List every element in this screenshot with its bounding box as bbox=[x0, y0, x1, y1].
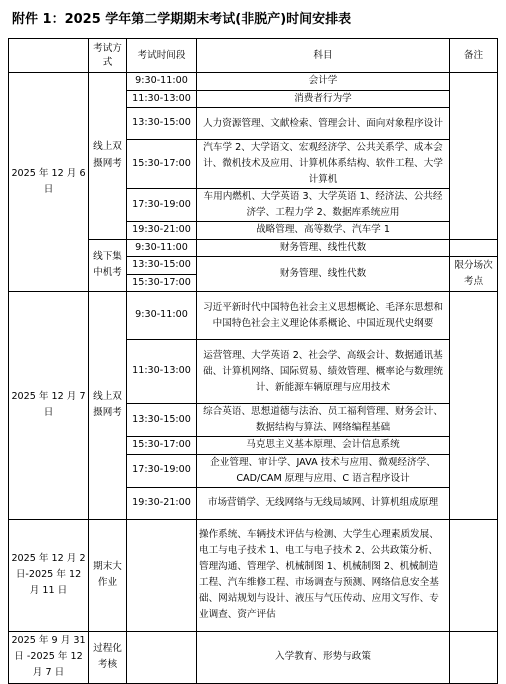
mode-cell: 期末大作业 bbox=[89, 519, 127, 631]
mode-cell: 过程化考核 bbox=[89, 631, 127, 683]
subject-cell: 战略管理、高等数学、汽车学 1 bbox=[197, 222, 450, 240]
subject-cell: 消费者行为学 bbox=[197, 90, 450, 108]
note-cell bbox=[450, 239, 498, 257]
subject-cell: 财务管理、线性代数 bbox=[197, 257, 450, 292]
subject-cell: 会计学 bbox=[197, 73, 450, 91]
note-cell: 限分场次考点 bbox=[450, 257, 498, 292]
header-time: 考试时间段 bbox=[127, 39, 197, 73]
subject-cell: 入学教育、形势与政策 bbox=[197, 631, 450, 683]
time-cell bbox=[127, 631, 197, 683]
subject-cell: 人力资源管理、文献检索、管理会计、面向对象程序设计 bbox=[197, 108, 450, 140]
date-cell: 2025 年 12 月 6 日 bbox=[9, 73, 89, 292]
time-cell: 13:30-15:00 bbox=[127, 108, 197, 140]
table-row bbox=[9, 292, 498, 340]
time-cell: 15:30-17:00 bbox=[127, 437, 197, 455]
exam-schedule-table bbox=[8, 38, 498, 684]
date-cell: 2025 年 9 月 31 日 -2025 年 12 月 7 日 bbox=[9, 631, 89, 683]
time-cell: 13:30-15:00 bbox=[127, 257, 197, 275]
header-date bbox=[9, 39, 89, 73]
time-cell: 19:30-21:00 bbox=[127, 487, 197, 519]
subject-cell: 综合英语、思想道德与法治、员工福利管理、财务会计、数据结构与算法、网络编程基础 bbox=[197, 404, 450, 437]
time-cell: 11:30-13:00 bbox=[127, 90, 197, 108]
mode-cell: 线上双摄网考 bbox=[89, 292, 127, 520]
subject-cell: 汽车学 2、大学语文、宏观经济学、公共关系学、成本会计、微机技术及应用、计算机体系结构、软件工程、大学计算机 bbox=[197, 140, 450, 189]
note-cell bbox=[450, 519, 498, 631]
time-cell: 9:30-11:00 bbox=[127, 292, 197, 340]
time-cell: 9:30-11:00 bbox=[127, 73, 197, 91]
mode-cell: 线下集中机考 bbox=[89, 239, 127, 292]
time-cell: 15:30-17:00 bbox=[127, 274, 197, 292]
note-cell bbox=[450, 292, 498, 520]
note-cell bbox=[450, 73, 498, 240]
table-row bbox=[9, 519, 498, 631]
document-title: 附件 1：2025 学年第二学期期末考试(非脱产)时间安排表 bbox=[12, 12, 352, 27]
subject-cell: 习近平新时代中国特色社会主义思想概论、毛泽东思想和中国特色社会主义理论体系概论、中国近现代史纲要 bbox=[197, 292, 450, 340]
time-cell: 15:30-17:00 bbox=[127, 140, 197, 189]
header-mode: 考试方式 bbox=[89, 39, 127, 73]
time-cell: 11:30-13:00 bbox=[127, 340, 197, 404]
subject-cell: 企业管理、审计学、JAVA 技术与应用、微观经济学、CAD/CAM 原理与应用、C 语言程序设计 bbox=[197, 454, 450, 487]
time-cell: 13:30-15:00 bbox=[127, 404, 197, 437]
date-cell: 2025 年 12 月 2 日-2025 年 12 月 11 日 bbox=[9, 519, 89, 631]
time-cell: 17:30-19:00 bbox=[127, 189, 197, 222]
table-row bbox=[9, 631, 498, 683]
time-cell: 19:30-21:00 bbox=[127, 222, 197, 240]
date-cell: 2025 年 12 月 7 日 bbox=[9, 292, 89, 520]
subject-cell: 操作系统、车辆技术评估与检测、大学生心理素质发展、电工与电子技术 1、电工与电子技术 2、公共政策分析、管理沟通、管理学、机械制图 1、机械制图 2、机械制造工程、汽车维修工程、市场调查与预测、网络信息安全基础、网站规划与设计、液压与气压传动、应用文写作、专业调查、资产评估 bbox=[197, 519, 450, 631]
subject-cell: 车用内燃机、大学英语 3、大学英语 1、经济法、公共经济学、工程力学 2、数据库系统应用 bbox=[197, 189, 450, 222]
header-subject: 科目 bbox=[197, 39, 450, 73]
subject-cell: 运营管理、大学英语 2、社会学、高级会计、数据通讯基础、计算机网络、国际贸易、绩效管理、概率论与数理统计、新能源车辆原理与应用技术 bbox=[197, 340, 450, 404]
header-note: 备注 bbox=[450, 39, 498, 73]
note-cell bbox=[450, 631, 498, 683]
mode-cell: 线上双摄网考 bbox=[89, 73, 127, 240]
time-cell: 9:30-11:00 bbox=[127, 239, 197, 257]
subject-cell: 马克思主义基本原理、会计信息系统 bbox=[197, 437, 450, 455]
subject-cell: 财务管理、线性代数 bbox=[197, 239, 450, 257]
subject-cell: 市场营销学、无线网络与无线局域网、计算机组成原理 bbox=[197, 487, 450, 519]
time-cell bbox=[127, 519, 197, 631]
table-row bbox=[9, 73, 498, 91]
time-cell: 17:30-19:00 bbox=[127, 454, 197, 487]
table-header-row bbox=[9, 39, 498, 73]
